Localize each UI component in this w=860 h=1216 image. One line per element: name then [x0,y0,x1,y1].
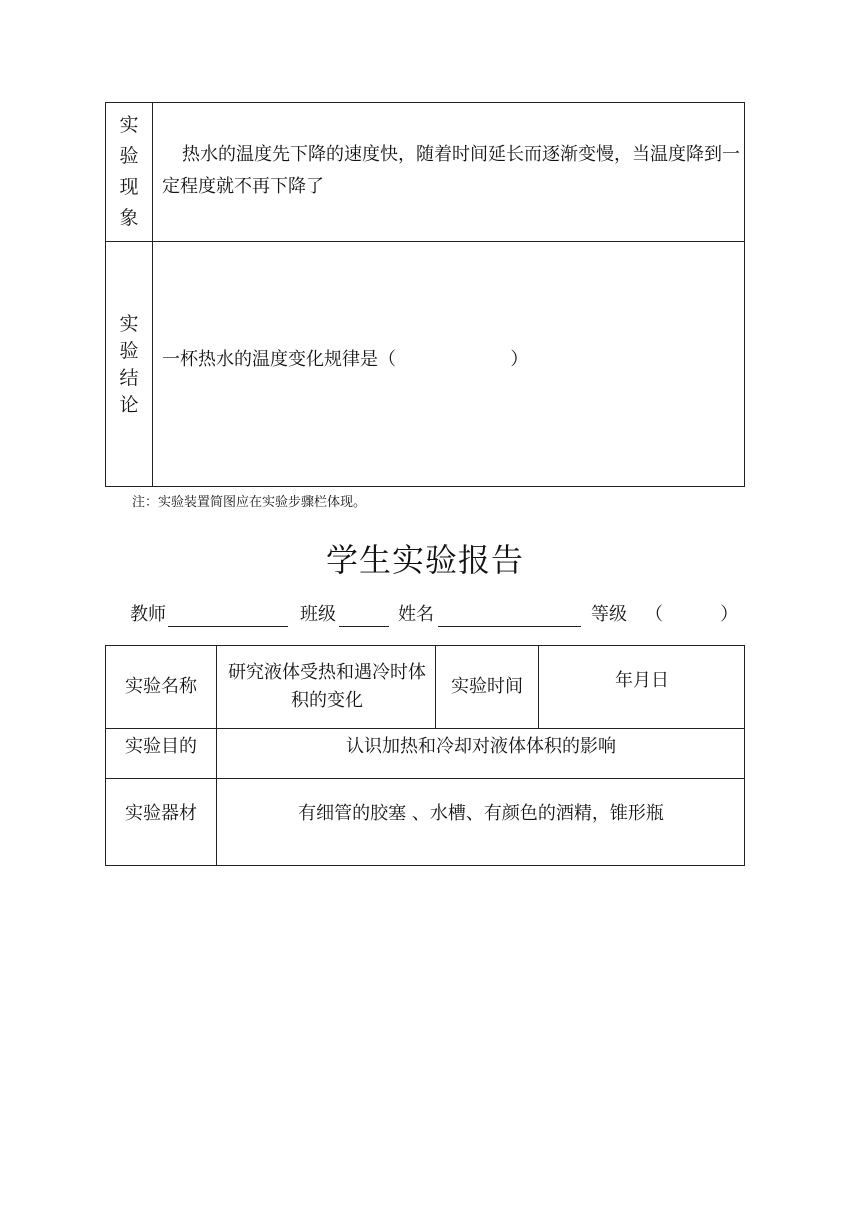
class-label: 班级 [300,604,336,625]
experiment-equipment-label: 实验器材 [125,803,197,824]
experiment-purpose-value: 认识加热和冷却对液体体积的影响 [346,736,616,757]
observation-label [106,103,152,241]
observation-text: 热水的温度先下降的速度快，随着时间延长而逐渐变慢，当温度降到一定程度就不再下降了 [162,144,740,197]
conclusion-label-char: 结 [119,366,139,389]
name-field-line[interactable] [438,626,581,627]
class-field-line[interactable] [339,626,389,627]
footnote: 注：实验装置简图应在实验步骤栏体现。 [132,495,367,510]
conclusion-label-char: 实 [119,312,139,335]
experiment-purpose-label: 实验目的 [125,736,197,757]
row-divider [106,241,744,242]
page-title: 学生实验报告 [325,541,524,579]
teacher-label: 教师 [130,604,166,625]
conclusion-label-char: 验 [119,339,139,362]
experiment-time-label: 实验时间 [451,676,523,697]
experiment-table-top [105,102,745,487]
teacher-field-line[interactable] [168,626,288,627]
observation-label-char: 实 [119,114,139,136]
experiment-equipment-value: 有细管的胶塞 、水槽、有颜色的酒精，锥形瓶 [298,803,664,824]
grade-label: 等级 [591,604,627,625]
conclusion-text: 一杯热水的温度变化规律是（ ） [162,349,529,370]
experiment-name-label: 实验名称 [125,676,197,697]
grade-field[interactable]: （ ） [645,604,739,625]
experiment-name-value: 研究液体受热和遇冷时体积的变化 [228,662,426,711]
observation-label-char: 验 [119,145,139,167]
name-label: 姓名 [398,604,434,625]
experiment-time-value: 年月日 [615,670,669,691]
conclusion-label [106,242,152,487]
observation-label-char: 象 [119,207,139,229]
column-divider [152,103,153,486]
conclusion-label-char: 论 [119,393,139,416]
observation-label-char: 现 [119,176,139,198]
experiment-report-table [105,645,745,866]
